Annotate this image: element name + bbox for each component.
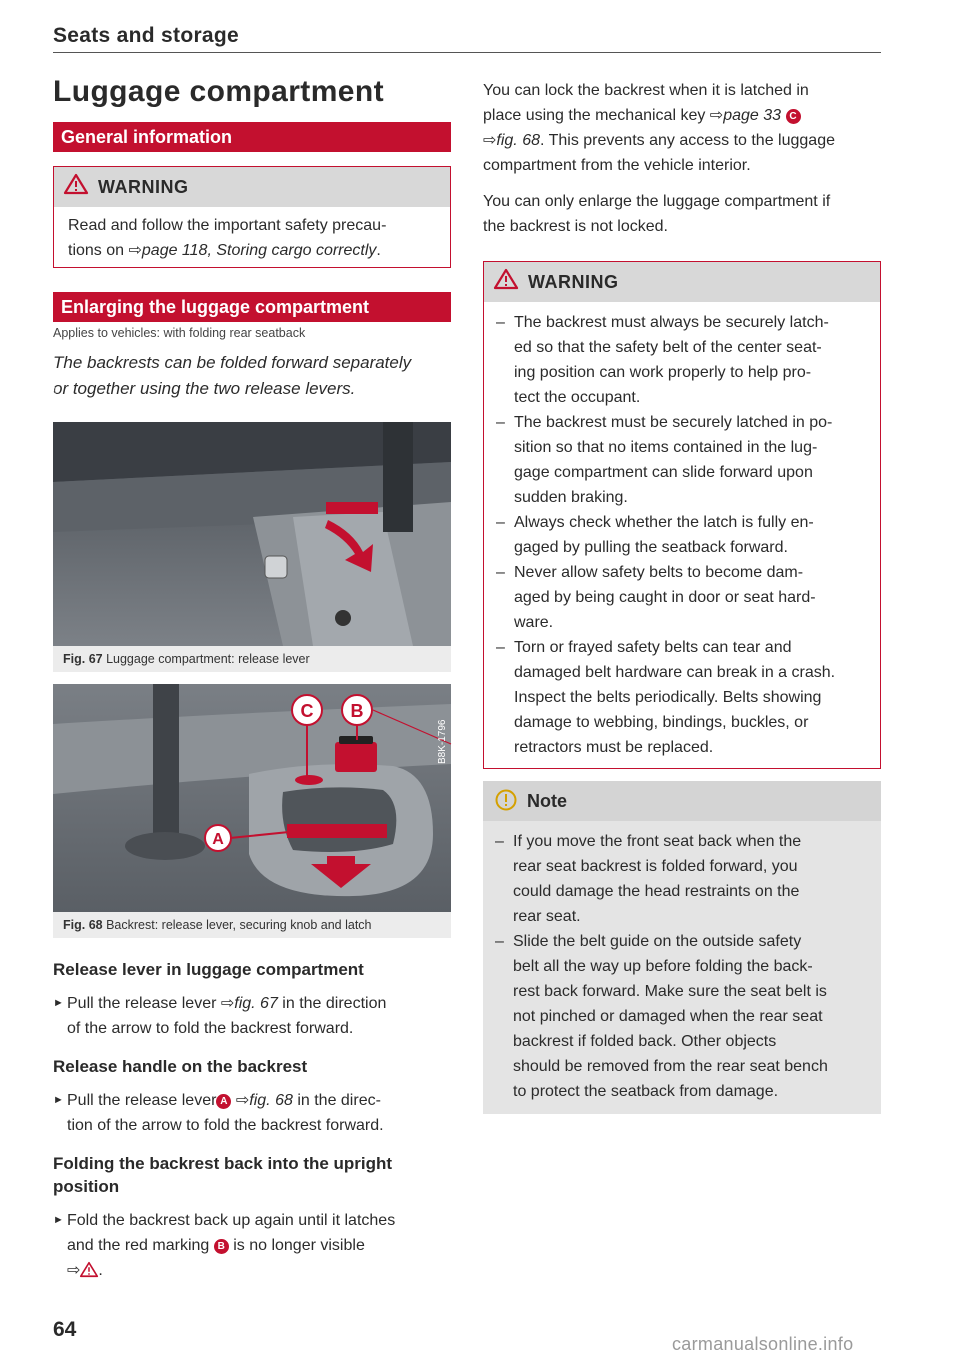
callout-a-label: A	[212, 831, 224, 848]
warning-list	[484, 302, 880, 768]
page-title: Luggage compartment	[53, 75, 384, 108]
folding-back-heading	[53, 1152, 451, 1198]
warning-line	[68, 238, 436, 263]
callout-a	[205, 825, 231, 851]
enlarging-heading: Enlarging the luggage compartment	[53, 292, 451, 322]
heading-line: position	[53, 1177, 120, 1196]
figure-68	[53, 684, 451, 938]
warning-item: – Never allow safety belts to become dam- aged by being caught in door or seat hard- ware.	[496, 564, 816, 631]
figure-caption-text: Luggage compartment: release lever	[106, 652, 310, 666]
step-continued	[53, 1016, 451, 1041]
warning-item: – The backrest must always be securely latch- ed so that the safety belt of the center seat- ing position can work properly to help pro- tect the occupant.	[496, 314, 829, 406]
warning-line-end: .	[376, 242, 381, 259]
warning-item: – The backrest must be securely latched in po- sition so that no items contained in the lug- gage compartment can slide forward upon sudden braking.	[496, 414, 833, 506]
fig-68-link[interactable]: fig. 68	[249, 1092, 293, 1109]
page-118-link[interactable]: page 118, Storing cargo correctly	[141, 242, 377, 259]
warning-header	[54, 167, 450, 207]
backrest-photo	[53, 684, 451, 912]
page-number: 64	[53, 1318, 77, 1341]
figure-label: Fig. 68	[63, 918, 103, 932]
applies-to-text: Applies to vehicles: with folding rear seatback	[53, 326, 306, 340]
note-info-icon	[495, 789, 517, 811]
warning-box-backrest	[483, 261, 881, 769]
step	[53, 991, 451, 1016]
page-33-link[interactable]: page 33	[723, 107, 782, 124]
paragraph-line: the backrest is not locked.	[483, 218, 668, 235]
warning-line-text: tions on ⇨	[68, 242, 142, 259]
section-header: Seats and storage	[53, 24, 239, 47]
warning-label: WARNING	[528, 272, 619, 292]
folding-back-steps	[53, 1208, 451, 1283]
intro-text	[53, 350, 451, 402]
callout-c-label: C	[300, 701, 314, 721]
warning-triangle-icon	[494, 263, 518, 303]
step-continued	[53, 1113, 451, 1138]
figure-68-caption	[53, 912, 451, 938]
callout-b	[342, 695, 372, 725]
marker-b-icon: B	[214, 1239, 229, 1254]
step-text: ⇨ .	[67, 1262, 103, 1279]
backrest-lock-paragraph	[483, 78, 881, 178]
figure-caption-text: Backrest: release lever, securing knob and latch	[106, 918, 372, 932]
note-item: – Slide the belt guide on the outside safety belt all the way up before folding the back- rest back forward. Make sure the seat belt is not pinched or damaged when the rear seat backrest if folded back. Other objects should be removed from the rear seat bench to protect the seatback from damage.	[495, 933, 828, 1100]
step-continued	[53, 1258, 451, 1283]
step-text: of the arrow to fold the backrest forward.	[67, 1020, 354, 1037]
step-text: tion of the arrow to fold the backrest forward.	[67, 1117, 384, 1134]
intro-line: The backrests can be folded forward separately	[53, 353, 412, 372]
arrow-icon: ►	[53, 1214, 64, 1226]
callout-c	[292, 695, 322, 725]
note-header	[483, 781, 881, 821]
note-box	[483, 781, 881, 1114]
step	[53, 1208, 451, 1233]
figure-67-caption	[53, 646, 451, 672]
fig-67-link[interactable]: fig. 67	[234, 995, 278, 1012]
watermark: carmanualsonline.info	[672, 1334, 854, 1354]
note-list	[483, 821, 881, 1114]
release-handle-steps	[53, 1088, 451, 1138]
release-lever-steps	[53, 991, 451, 1041]
marker-c-icon: C	[786, 109, 801, 124]
paragraph-line: compartment from the vehicle interior.	[483, 157, 751, 174]
general-information-heading: General information	[53, 122, 451, 152]
step	[53, 1088, 451, 1113]
warning-box-general	[53, 166, 451, 268]
fig-68-link[interactable]: fig. 68	[496, 132, 540, 149]
marker-a-icon: A	[216, 1094, 231, 1109]
warning-item: – Torn or frayed safety belts can tear and damaged belt hardware can break in a crash. Inspect the belts periodically. Belts showing damage to webbing, bindings, buckles, or retractors must be replaced.	[496, 639, 836, 756]
warning-triangle-icon	[64, 168, 88, 208]
warning-text	[54, 207, 450, 267]
figure-label: Fig. 67	[63, 652, 103, 666]
warning-triangle-icon[interactable]	[80, 1262, 98, 1277]
warning-label: WARNING	[98, 177, 189, 197]
header-divider	[53, 52, 881, 53]
paragraph-line: place using the mechanical key ⇨page 33 C	[483, 103, 881, 128]
warning-header	[484, 262, 880, 302]
step-text: Pull the release lever A ⇨fig. 68 in the direc-	[67, 1092, 381, 1109]
step-text: Fold the backrest back up again until it latches	[67, 1212, 396, 1229]
intro-line: or together using the two release levers.	[53, 379, 356, 398]
release-lever-heading: Release lever in luggage compartment	[53, 960, 364, 979]
note-label: Note	[527, 791, 567, 811]
note-item: – If you move the front seat back when the rear seat backrest is folded forward, you could damage the head restraints on the rear seat.	[495, 833, 802, 925]
callout-b-label: B	[350, 701, 364, 721]
step-continued	[53, 1233, 451, 1258]
heading-line: Folding the backrest back into the upright	[53, 1154, 393, 1173]
figure-code: B8K-1422	[47, 373, 59, 422]
paragraph-line: ⇨fig. 68. This prevents any access to the luggage	[483, 132, 835, 149]
enlarge-condition-paragraph	[483, 189, 881, 239]
arrow-icon: ►	[53, 1094, 64, 1106]
warning-line: Read and follow the important safety precau-	[68, 217, 387, 234]
paragraph-line: You can only enlarge the luggage compartment if	[483, 193, 831, 210]
step-text: and the red marking B is no longer visible	[67, 1237, 365, 1254]
warning-item: – Always check whether the latch is fully en- gaged by pulling the seatback forward.	[496, 514, 814, 556]
figure-code: B8K-1796	[437, 719, 448, 764]
right-column	[483, 78, 881, 1114]
release-handle-heading: Release handle on the backrest	[53, 1057, 308, 1076]
paragraph-line: You can lock the backrest when it is latched in	[483, 82, 809, 99]
step-text: Pull the release lever ⇨fig. 67 in the direction	[67, 995, 387, 1012]
arrow-icon: ►	[53, 997, 64, 1009]
left-column	[47, 72, 451, 1283]
